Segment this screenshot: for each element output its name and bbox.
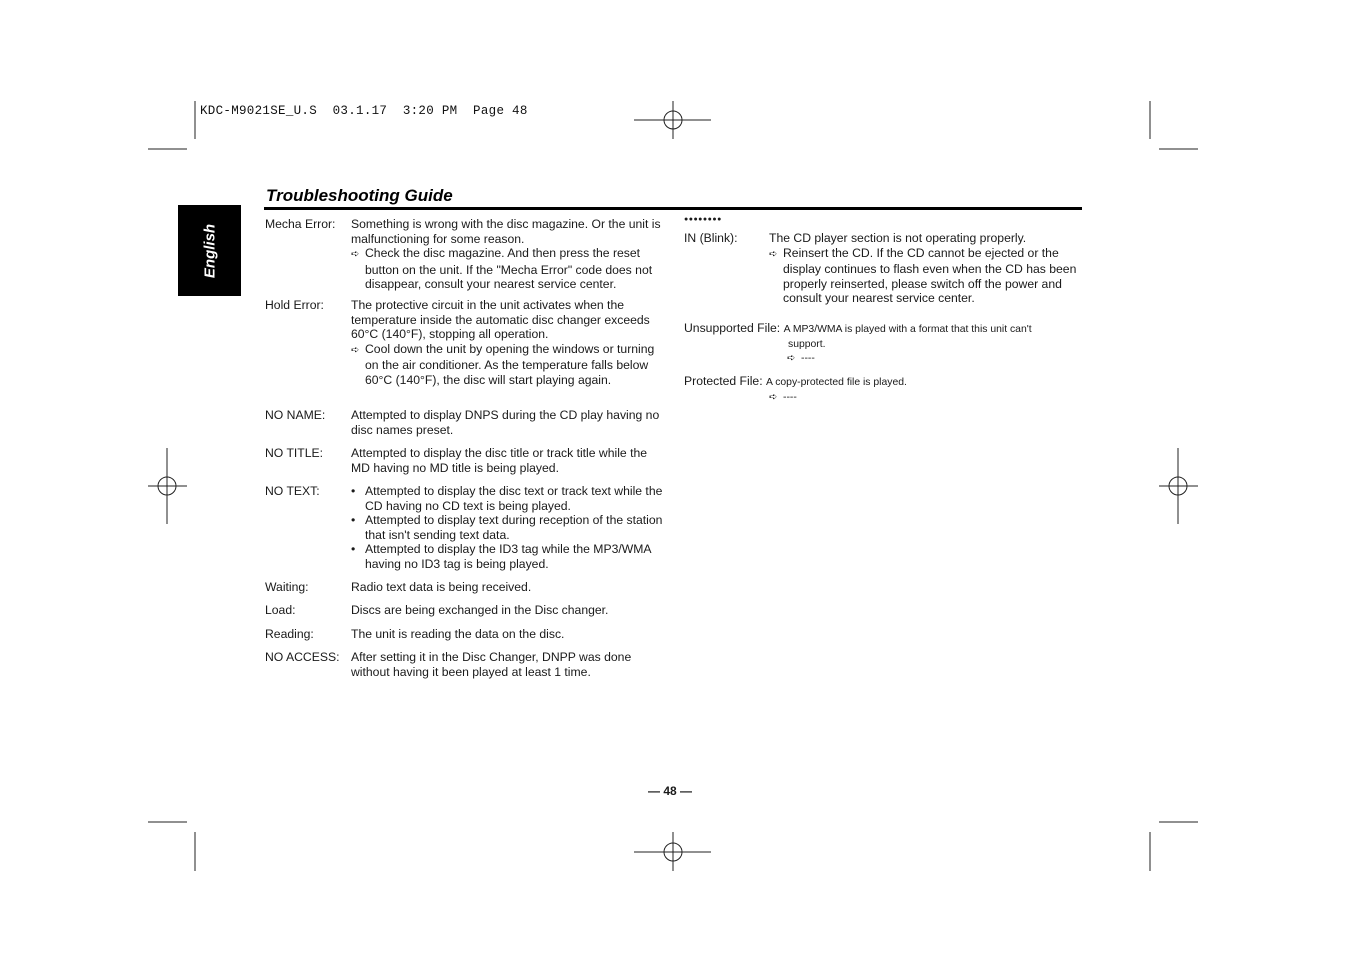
entry-description: Attempted to display the disc title or track title while the MD having no MD title is being played. [351, 446, 648, 475]
arrow-icon: ➪ [769, 391, 778, 403]
language-tab-label: English [201, 223, 218, 278]
entry-description: Radio text data is being received. [351, 580, 532, 594]
entry-term: Mecha Error: [265, 217, 336, 231]
entry-term: NO NAME: [265, 408, 326, 422]
list-item: • Attempted to display text during reception of the station that isn't sending text data. [351, 513, 663, 542]
entry-description: Attempted to display DNPS during the CD play having no disc names preset. [351, 408, 660, 437]
entry-unsupported-file [684, 321, 1084, 367]
entry-description: The protective circuit in the unit activates when the temperature inside the automatic disc changer exceeds 60°C (140°F), stopping all operation. [351, 298, 650, 341]
entry-term: Load: [265, 603, 296, 617]
registration-mark-left [148, 448, 187, 524]
list-item: • Attempted to display the disc text or track text while the CD having no CD text is being played. [351, 484, 663, 513]
entry-term: Waiting: [265, 580, 309, 594]
entry-term: Protected File: [684, 374, 763, 388]
entry-term: NO TEXT: [265, 484, 320, 498]
entry-term: Hold Error: [265, 298, 324, 312]
arrow-icon: ➪ [787, 353, 796, 364]
entry-protected-file [684, 374, 1084, 405]
registration-mark-right [1159, 448, 1198, 524]
arrow-icon: ➪ [769, 248, 778, 260]
entry-description: The CD player section is not operating properly. [769, 231, 1027, 245]
entry-term: NO ACCESS: [265, 650, 340, 664]
bullet-icon: • [351, 542, 356, 556]
arrow-icon: ➪ [351, 249, 360, 260]
entry-term: IN (Blink): [684, 231, 738, 245]
entry-description: The unit is reading the data on the disc. [351, 627, 565, 641]
bullet-icon: • [351, 484, 356, 498]
bullet-icon: • [351, 513, 356, 527]
registration-mark-bottom [634, 832, 711, 871]
entry-remedy: Reinsert the CD. If the CD cannot be ejected or the display continues to flash even when the CD has been properly reinserted, please switch off the power and consult your nearest service center. [783, 245, 1077, 305]
entry-description: A MP3/WMA is played with a format that this unit can't [783, 324, 1032, 335]
entry-description: Something is wrong with the disc magazine. Or the unit is malfunctioning for some reason. [351, 217, 661, 246]
entry-term: NO TITLE: [265, 446, 324, 460]
registration-mark-top [634, 101, 711, 139]
entry-description: Discs are being exchanged in the Disc changer. [351, 603, 609, 617]
entry-remedy: ---- [783, 391, 797, 403]
list-item: • Attempted to display the ID3 tag while the MP3/WMA having no ID3 tag is being played. [351, 542, 651, 571]
entry-description: A copy-protected file is played. [765, 377, 907, 388]
entry-description-cont: support. [788, 338, 826, 350]
page-title: Troubleshooting Guide [266, 186, 453, 205]
entry-remedy: ---- [801, 353, 815, 364]
arrow-icon: ➪ [351, 344, 360, 356]
entry-description: After setting it in the Disc Changer, DNPP was done without having it been played at least 1 time. [351, 650, 632, 679]
entry-term: Unsupported File: [684, 321, 781, 335]
title-rule [264, 207, 1082, 210]
page-number: — 48 — [648, 784, 693, 798]
entry-remedy: Cool down the unit by opening the windows or turning on the air conditioner. As the temperature falls below 60°C (140°F), the disc will start playing again. [365, 341, 655, 387]
entry-term: Reading: [265, 627, 314, 641]
display-dots: ●●●●●●●● [684, 216, 722, 223]
print-header: KDC-M9021SE_U.S 03.1.17 3:20 PM Page 48 [200, 104, 528, 118]
language-tab [178, 205, 241, 296]
entry-remedy: Check the disc magazine. And then press the reset button on the unit. If the "Mecha Error" code does not disappear, consult your nearest service center. [365, 246, 653, 291]
